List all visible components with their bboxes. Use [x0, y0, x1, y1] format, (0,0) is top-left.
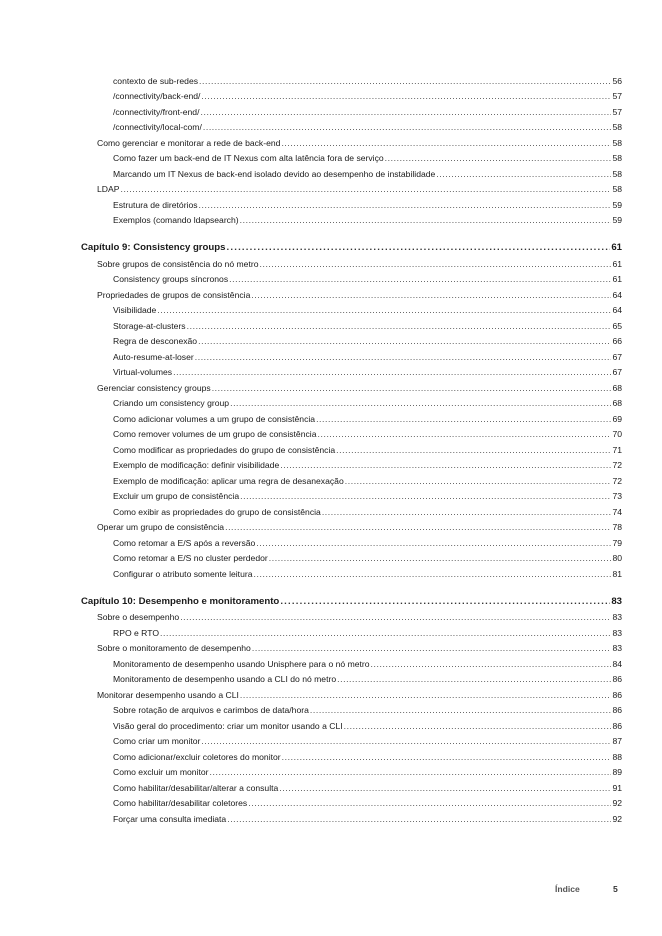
toc-entry-title: Excluir um grupo de consistência — [113, 491, 240, 501]
toc-entry-row[interactable] — [0, 684, 662, 700]
footer-label: Índice — [555, 884, 580, 894]
toc-entry-row[interactable] — [0, 377, 662, 393]
toc-entry-row[interactable] — [0, 269, 662, 285]
toc-leader-dots — [385, 154, 612, 163]
toc-entry-row[interactable] — [0, 548, 662, 564]
toc-leader-dots — [279, 784, 611, 793]
toc-page-number: 89 — [612, 767, 622, 777]
toc-leader-dots — [436, 170, 611, 179]
toc-leader-dots — [225, 523, 611, 532]
toc-page-number: 68 — [612, 398, 622, 408]
footer-page-number: 5 — [613, 884, 618, 894]
toc-entry-row[interactable] — [0, 101, 662, 117]
toc-entry-row[interactable] — [0, 669, 662, 685]
toc-entry-title: Auto-resume-at-loser — [113, 351, 194, 362]
toc-page-number: 58 — [612, 153, 622, 163]
toc-page-number: 64 — [612, 289, 622, 300]
toc-page-number: 65 — [612, 320, 622, 331]
toc-page-number: 92 — [612, 813, 622, 824]
toc-entry-row[interactable] — [0, 86, 662, 102]
toc-entry-title: Monitoramento de desempenho usando a CLI do nó metro — [113, 674, 337, 684]
toc-entry-row[interactable] — [0, 253, 662, 269]
toc-entry-row[interactable] — [0, 607, 662, 623]
toc-entry-title: Storage-at-clusters — [113, 320, 186, 331]
toc-entry-title: Como adicionar/excluir coletores do monitor — [113, 751, 281, 762]
toc-page-number: 83 — [612, 612, 622, 622]
toc-entry-title: Marcando um IT Nexus de back-end isolado devido ao desempenho de instabilidade — [113, 168, 436, 179]
toc-leader-dots — [336, 446, 611, 455]
toc-leader-dots — [160, 629, 611, 638]
toc-entry-title: Sobre o monitoramento de desempenho — [97, 643, 251, 653]
toc-leader-dots — [199, 201, 612, 210]
toc-entry-title: LDAP — [97, 184, 120, 194]
toc-leader-dots — [281, 139, 611, 148]
toc-entry-row[interactable] — [0, 517, 662, 533]
toc-leader-dots — [195, 353, 612, 362]
toc-entry-title: Configurar o atributo somente leitura — [113, 568, 253, 579]
toc-page-number: 88 — [612, 751, 622, 762]
toc-leader-dots — [310, 706, 612, 715]
toc-entry-title: Exemplos (comando ldapsearch) — [113, 215, 239, 225]
toc-leader-dots — [201, 737, 611, 746]
toc-entry-row[interactable] — [0, 331, 662, 347]
toc-page-number: 61 — [612, 258, 622, 269]
toc-entry-title: Como excluir um monitor — [113, 767, 209, 777]
toc-leader-dots — [240, 691, 612, 700]
toc-page-number: 83 — [611, 595, 622, 607]
toc-entry-title: Consistency groups síncronos — [113, 274, 229, 284]
toc-page-number: 58 — [612, 137, 622, 148]
toc-page-number: 86 — [612, 720, 622, 731]
toc-page-number: 72 — [612, 475, 622, 486]
toc-entry-title: Monitorar desempenho usando a CLI — [97, 689, 239, 700]
toc-leader-dots — [322, 508, 612, 517]
toc-entry-title: Como fazer um back-end de IT Nexus com alta latência fora de serviço — [113, 153, 384, 163]
toc-entry-row[interactable] — [0, 563, 662, 579]
toc-chapter-row[interactable] — [0, 590, 662, 607]
toc-entry-row[interactable] — [0, 148, 662, 164]
toc-leader-dots — [344, 722, 612, 731]
toc-entry-title: Como habilitar/desabilitar/alterar a consulta — [113, 782, 279, 793]
toc-page-number: 61 — [612, 274, 622, 284]
toc-leader-dots — [229, 275, 611, 284]
toc-entry-title: Capítulo 10: Desempenho e monitoramento — [81, 595, 280, 607]
toc-entry-row[interactable] — [0, 470, 662, 486]
toc-entry-title: Regra de desconexão — [113, 336, 198, 346]
toc-entry-row[interactable] — [0, 346, 662, 362]
toc-leader-dots — [337, 675, 611, 684]
toc-entry-title: Como retomar a E/S no cluster perdedor — [113, 553, 268, 563]
toc-leader-dots — [212, 384, 612, 393]
toc-entry-row[interactable] — [0, 622, 662, 638]
toc-page-number: 57 — [612, 106, 622, 117]
toc-page-number: 86 — [612, 705, 622, 715]
toc-page-number: 64 — [612, 305, 622, 315]
toc-entry-title: /connectivity/front-end/ — [113, 106, 200, 117]
toc-page-number: 80 — [612, 553, 622, 563]
toc-entry-row[interactable] — [0, 731, 662, 747]
toc-entry-title: Sobre grupos de consistência do nó metro — [97, 258, 259, 269]
toc-page-number: 84 — [612, 658, 622, 669]
toc-entry-row[interactable] — [0, 284, 662, 300]
toc-leader-dots — [226, 243, 610, 253]
toc-leader-dots — [282, 753, 612, 762]
toc-entry-row[interactable] — [0, 194, 662, 210]
toc-chapter-row[interactable] — [0, 236, 662, 253]
toc-leader-dots — [259, 260, 611, 269]
toc-entry-title: /connectivity/local-com/ — [113, 122, 202, 132]
toc-leader-dots — [269, 554, 612, 563]
toc-entry-title: /connectivity/back-end/ — [113, 91, 201, 101]
toc-entry-title: Sobre o desempenho — [97, 612, 180, 622]
toc-page-number: 61 — [611, 242, 622, 253]
toc-page-number: 81 — [612, 568, 622, 579]
toc-entry-row[interactable] — [0, 700, 662, 716]
toc-entry-row[interactable] — [0, 424, 662, 440]
toc-page-number: 58 — [612, 184, 622, 194]
toc-entry-title: Como adicionar volumes a um grupo de consistência — [113, 413, 316, 424]
toc-entry-title: Monitoramento de desempenho usando Unisphere para o nó metro — [113, 658, 370, 669]
toc-page-number: 59 — [612, 199, 622, 210]
toc-page-number: 58 — [612, 168, 622, 179]
toc-entry-row[interactable] — [0, 70, 662, 86]
toc-leader-dots — [317, 430, 611, 439]
toc-page-number: 72 — [612, 460, 622, 470]
toc-page-number: 68 — [612, 382, 622, 393]
toc-page-number: 58 — [612, 122, 622, 132]
toc-leader-dots — [203, 123, 612, 132]
toc-leader-dots — [371, 660, 612, 669]
toc-entry-row[interactable] — [0, 638, 662, 654]
toc-entry-row[interactable] — [0, 746, 662, 762]
toc-leader-dots — [248, 799, 611, 808]
toc-page-number: 78 — [612, 522, 622, 532]
toc-leader-dots — [252, 644, 612, 653]
toc-entry-row[interactable] — [0, 455, 662, 471]
toc-page-number: 87 — [612, 736, 622, 746]
toc-page-number: 73 — [612, 491, 622, 501]
toc-entry-title: Forçar uma consulta imediata — [113, 813, 227, 824]
toc-leader-dots — [240, 216, 612, 225]
toc-entry-title: Propriedades de grupos de consistência — [97, 289, 251, 300]
toc-leader-dots — [256, 539, 611, 548]
toc-entry-title: Como remover volumes de um grupo de consistência — [113, 429, 317, 439]
toc-leader-dots — [157, 306, 611, 315]
toc-page-number: 71 — [612, 444, 622, 455]
toc-leader-dots — [201, 92, 611, 101]
toc-leader-dots — [240, 492, 611, 501]
toc-entry-row[interactable] — [0, 210, 662, 226]
toc-entry-title: Visão geral do procedimento: criar um monitor usando a CLI — [113, 720, 343, 731]
toc-entry-title: Como modificar as propriedades do grupo de consistência — [113, 444, 336, 455]
toc-leader-dots — [120, 185, 611, 194]
toc-entry-row[interactable] — [0, 362, 662, 378]
toc-leader-dots — [345, 477, 612, 486]
toc-entry-title: Visibilidade — [113, 305, 157, 315]
toc-entry-row[interactable] — [0, 808, 662, 824]
toc-page-number: 66 — [612, 336, 622, 346]
toc-page-number: 70 — [612, 429, 622, 439]
toc-entry-title: Exemplo de modificação: aplicar uma regra de desanexação — [113, 475, 344, 486]
toc-entry-row[interactable] — [0, 715, 662, 731]
toc-leader-dots — [180, 613, 611, 622]
toc-page-number: 69 — [612, 413, 622, 424]
toc-entry-title: Como habilitar/desabilitar coletores — [113, 798, 248, 808]
toc-leader-dots — [254, 570, 612, 579]
toc-entry-row[interactable] — [0, 486, 662, 502]
toc-page-number: 67 — [612, 351, 622, 362]
toc-entry-title: Sobre rotação de arquivos e carimbos de data/hora — [113, 705, 309, 715]
toc-entry-row[interactable] — [0, 532, 662, 548]
toc-page-number: 79 — [612, 537, 622, 548]
toc-entry-row[interactable] — [0, 132, 662, 148]
toc-entry-row[interactable] — [0, 793, 662, 809]
toc-leader-dots — [173, 368, 611, 377]
toc-page-number: 83 — [612, 627, 622, 638]
toc-leader-dots — [316, 415, 611, 424]
toc-leader-dots — [200, 108, 611, 117]
toc-entry-row[interactable] — [0, 163, 662, 179]
toc-entry-row[interactable] — [0, 179, 662, 195]
toc-page-number: 74 — [612, 506, 622, 517]
toc-leader-dots — [187, 322, 612, 331]
toc-entry-row[interactable] — [0, 117, 662, 133]
toc-entry-row[interactable] — [0, 777, 662, 793]
toc-entry-title: Estrutura de diretórios — [113, 199, 198, 210]
toc-page-number: 92 — [612, 798, 622, 808]
toc-entry-row[interactable] — [0, 408, 662, 424]
toc-entry-title: Virtual-volumes — [113, 367, 173, 377]
toc-entry-row[interactable] — [0, 439, 662, 455]
toc-entry-row[interactable] — [0, 393, 662, 409]
toc-leader-dots — [280, 461, 611, 470]
toc-page-number: 86 — [612, 689, 622, 700]
toc-page-number: 59 — [612, 215, 622, 225]
toc-entry-title: Como criar um monitor — [113, 736, 201, 746]
toc-page-number: 67 — [612, 367, 622, 377]
toc-entry-title: Como retomar a E/S após a reversão — [113, 537, 256, 548]
toc-entry-title: RPO e RTO — [113, 627, 160, 638]
toc-entry-row[interactable] — [0, 501, 662, 517]
toc-entry-title: Como exibir as propriedades do grupo de consistência — [113, 506, 321, 517]
toc-leader-dots — [251, 291, 611, 300]
toc-leader-dots — [210, 768, 612, 777]
toc-page-number: 86 — [612, 674, 622, 684]
toc-entry-row[interactable] — [0, 653, 662, 669]
table-of-contents — [0, 70, 662, 824]
toc-entry-title: Criando um consistency group — [113, 398, 230, 408]
toc-entry-title: Como gerenciar e monitorar a rede de back-end — [97, 137, 281, 148]
toc-leader-dots — [280, 597, 610, 607]
toc-entry-title: Gerenciar consistency groups — [97, 382, 211, 393]
toc-page-number: 83 — [612, 643, 622, 653]
toc-entry-row[interactable] — [0, 315, 662, 331]
toc-page-number: 57 — [612, 91, 622, 101]
toc-leader-dots — [198, 337, 611, 346]
toc-entry-title: Capítulo 9: Consistency groups — [81, 242, 226, 253]
toc-page-number: 91 — [612, 782, 622, 793]
toc-entry-row[interactable] — [0, 300, 662, 316]
toc-leader-dots — [227, 815, 611, 824]
toc-entry-title: Exemplo de modificação: definir visibilidade — [113, 460, 280, 470]
toc-leader-dots — [230, 399, 611, 408]
toc-leader-dots — [199, 77, 611, 86]
toc-entry-title: contexto de sub-redes — [113, 75, 199, 86]
toc-page-number: 56 — [612, 75, 622, 86]
toc-entry-title: Operar um grupo de consistência — [97, 522, 225, 532]
toc-entry-row[interactable] — [0, 762, 662, 778]
